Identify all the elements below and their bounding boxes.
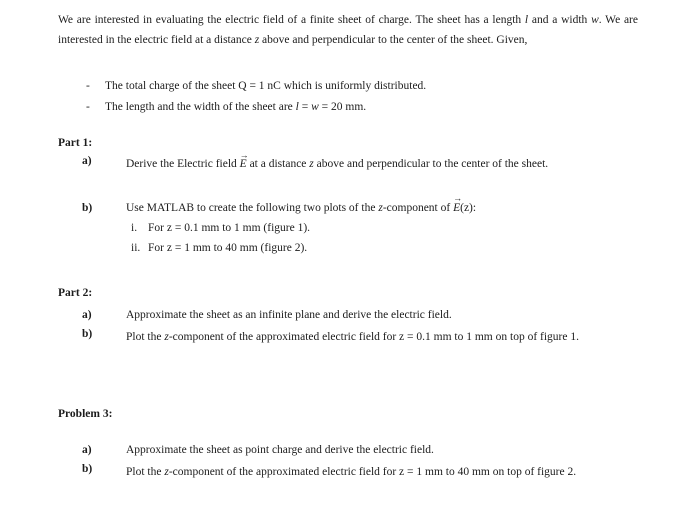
problem3-b-label: b) [82,463,93,475]
part1-a-label: a) [82,155,92,167]
part2-b-label: b) [82,328,93,340]
part2-a-label: a) [82,309,92,321]
problem3-b-text: Plot the z-component of the approximated electric field for z = 1 mm to 40 mm on top of figure 2. [126,466,577,478]
part2-heading: Part 2: [58,287,93,299]
given-dash-1: - [86,80,90,92]
intro-text-2: and a width [528,14,592,26]
intro-var-z: z [254,34,260,46]
intro-var-l: l [524,14,529,26]
problem3-a-text: Approximate the sheet as point charge and derive the electric field. [126,444,434,456]
given-bullet-size: The length and the width of the sheet are l = w = 20 mm. [105,101,367,113]
intro-paragraph [58,10,638,50]
part1-a-text: Derive the Electric field → E at a distance z above and perpendicular to the center of the sheet. [126,155,636,174]
part1-b-label: b) [82,202,93,214]
part2-b-text: Plot the z-component of the approximated electric field for z = 0.1 mm to 1 mm on top of figure 1. [126,331,579,343]
part1-b-ii-label: ii. [131,242,141,254]
intro-text-1: We are interested in evaluating the electric field of a finite sheet of charge. The sheet has a length [58,14,525,26]
part1-b-i-label: i. [131,222,138,234]
problem3-heading: Problem 3: [58,408,113,420]
part1-b-ii-text: For z = 1 mm to 40 mm (figure 2). [148,242,308,254]
problem3-a-label: a) [82,444,92,456]
part2-a-text: Approximate the sheet as an infinite plane and derive the electric field. [126,309,452,321]
intro-var-w: w [591,14,599,26]
given-bullet-charge: The total charge of the sheet Q = 1 nC which is uniformly distributed. [105,80,427,92]
intro-text-4: above and perpendicular to the center of the sheet. Given, [259,34,528,46]
vector-e-symbol: → E [240,155,247,174]
part1-b-i-text: For z = 0.1 mm to 1 mm (figure 1). [148,222,311,234]
vector-e-symbol: → E [453,202,460,214]
part1-b-text: Use MATLAB to create the following two plots of the z-component of → E(z): [126,202,476,214]
part1-heading: Part 1: [58,137,93,149]
given-dash-2: - [86,101,90,113]
intro-text-3: . We are interested in the electric field at a distance [58,14,638,46]
